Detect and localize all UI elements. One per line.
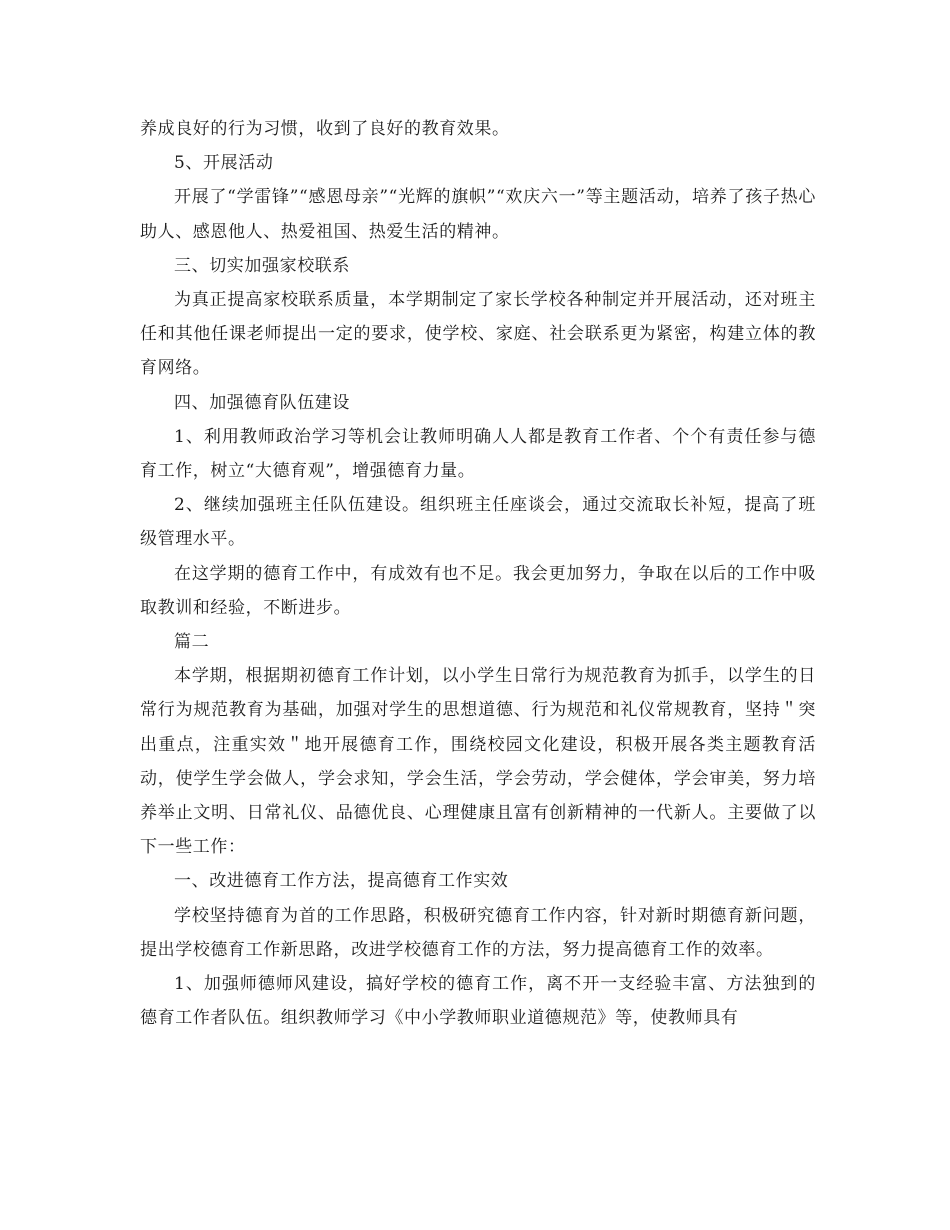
paragraph-8: 2、继续加强班主任队伍建设。组织班主任座谈会，通过交流取长补短，提高了班级管理水平。 xyxy=(140,495,816,550)
heading-improve-methods: 一、改进德育工作方法，提高德育工作实效 xyxy=(174,871,509,892)
paragraph-5: 为真正提高家校联系质量，本学期制定了家长学校各种制定并开展活动，还对班主任和其他任课老师提出一定的要求，使学校、家庭、社会联系更为紧密，构建立体的教育网络。 xyxy=(140,290,816,379)
paragraph-13: 学校坚持德育为首的工作思路，积极研究德育工作内容，针对新时期德育新问题，提出学校德育工作新思路，改进学校德育工作的方法，努力提高德育工作的效率。 xyxy=(140,905,816,960)
section-title-part-two: 篇二 xyxy=(174,632,210,653)
heading-moral-team: 四、加强德育队伍建设 xyxy=(174,392,350,413)
document-body xyxy=(140,112,816,1035)
paragraph-9: 在这学期的德育工作中，有成效有也不足。我会更加努力，争取在以后的工作中吸取教训和经验，不断进步。 xyxy=(140,563,816,618)
heading-activities: 5、开展活动 xyxy=(174,153,274,174)
paragraph-14: 1、加强师德师风建设，搞好学校的德育工作，离不开一支经验丰富、方法独到的德育工作者队伍。组织教师学习《中小学教师职业道德规范》等，使教师具有 xyxy=(140,974,816,1029)
heading-home-school-contact: 三、切实加强家校联系 xyxy=(174,255,350,276)
paragraph-11: 本学期，根据期初德育工作计划，以小学生日常行为规范教育为抓手，以学生的日常行为规范教育为基础，加强对学生的思想道德、行为规范和礼仪常规教育，坚持＂突出重点，注重实效＂地开展德育工作，围绕校园文化建设，积极开展各类主题教育活动，使学生学会做人，学会求知，学会生活，学会劳动，学会健体，学会审美，努力培养举止文明、日常礼仪、品德优良、心理健康且富有创新精神的一代新人。主要做了以下一些工作： xyxy=(140,666,816,858)
paragraph-1: 养成良好的行为习惯，收到了良好的教育效果。 xyxy=(140,119,510,139)
paragraph-3: 开展了“学雷锋”“感恩母亲”“光辉的旗帜”“欢庆六一”等主题活动，培养了孩子热心助人、感恩他人、热爱祖国、热爱生活的精神。 xyxy=(140,187,816,242)
paragraph-7: 1、利用教师政治学习等机会让教师明确人人都是教育工作者、个个有责任参与德育工作，树立“大德育观”，增强德育力量。 xyxy=(140,426,816,482)
